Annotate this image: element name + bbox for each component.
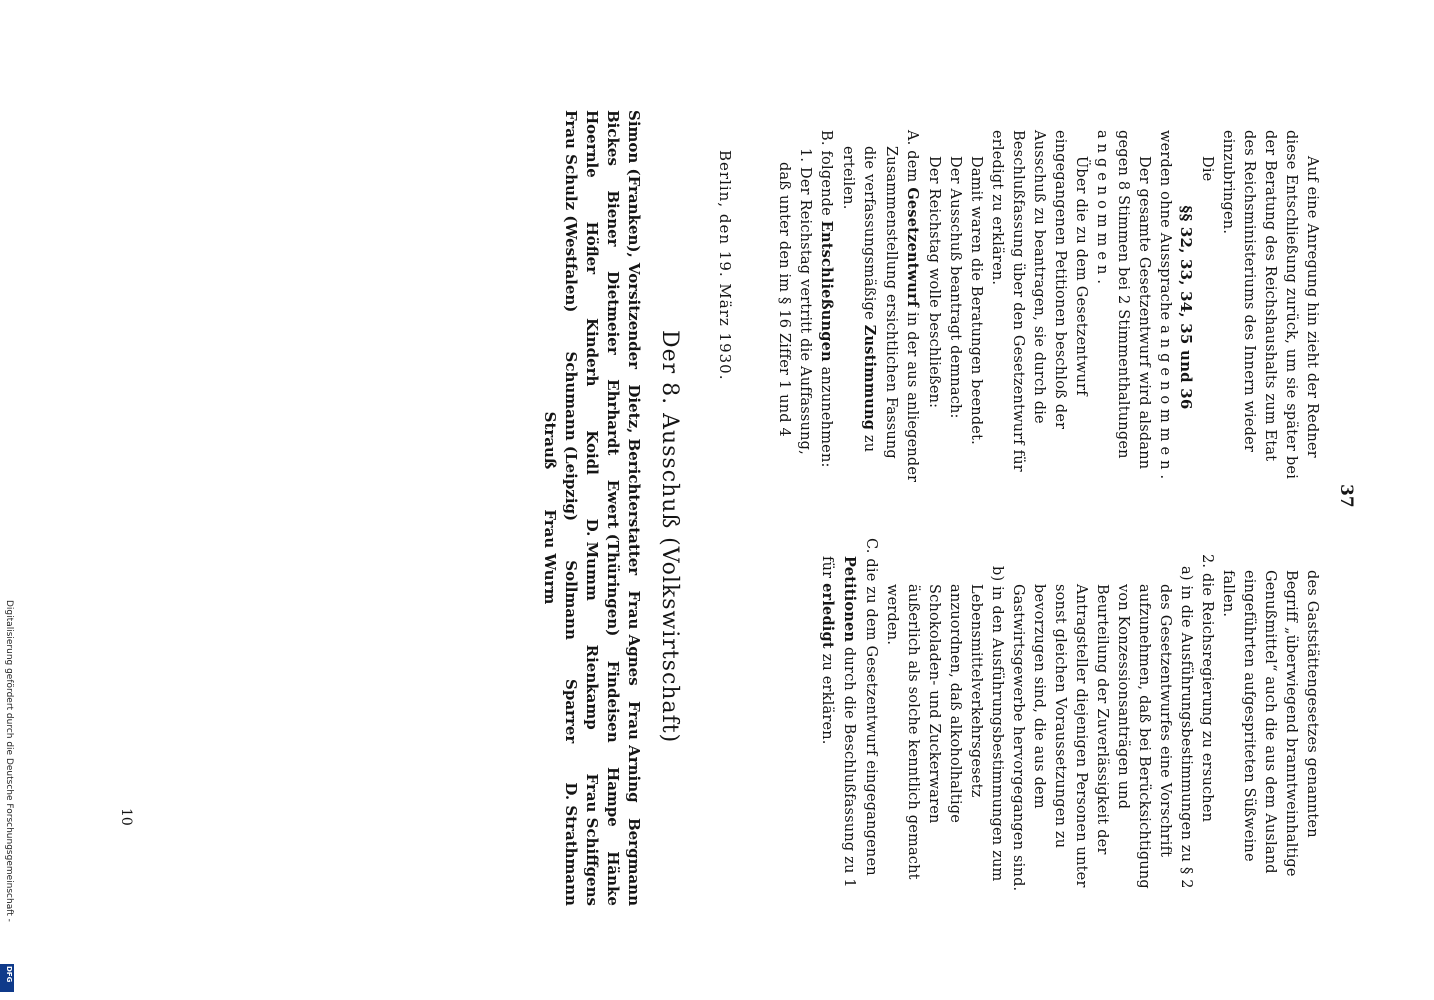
right-column <box>816 538 1322 893</box>
paragraph: Der gesamte Gesetzentwurf wird alsdann gegen 8 Stimmen bei 2 Stimmenthaltungen angenommen. <box>1094 130 1152 470</box>
dfg-logo: DFG <box>0 964 14 992</box>
paragraph: Auf eine Anregung hin zieht der Redner diese Entschließung zurück, um sie später bei der Beratung des Reichshaushalts zum Etat des Reichsministeriums des Innern wieder einzubringen. <box>1220 130 1320 480</box>
paragraph: Über die zu dem Gesetzentwurf eingegangenen Petitionen beschloß der Ausschuß zu beantragen, sie durch die Beschlußfassung über den Gesetzentwurf für erledigt zu erklären. <box>989 130 1089 472</box>
paragraph-continued: des Gaststättengesetzes genannten Begriff „überwiegend branntweinhaltige Genußmittel“ auch die aus dem Ausland eingeführten aufgespriteten Süßweine fallen. <box>1220 570 1320 877</box>
item-b1: 1. Der Reichstag vertritt die Auffassung, daß unter den im § 16 Ziffer 1 und 4 <box>776 148 813 455</box>
left-column <box>773 130 1322 485</box>
paragraph: Der Ausschuß beantragt demnach: <box>947 156 963 419</box>
member-row: Hoernle Höfler Kinderh Koidl D. Mumm Rienkamp Frau Schiffgens <box>583 110 601 906</box>
item-a: A. dem Gesetzentwurf in der aus anliegender Zusammenstellung ersichtlichen Fassung die verfassungsmäßige Zustimmung zu erteilen. <box>840 130 921 483</box>
member-row: Frau Schulz (Westfalen) Schumann (Leipzig) Sollmann Sparrer D. Strathmann <box>562 110 580 906</box>
dateline: Berlin, den 19. März 1930. <box>716 150 734 381</box>
digitization-footer <box>0 600 14 1000</box>
member-row: Simon (Franken), Vorsitzender Dietz, Berichterstatter Frau Agnes Frau Arning Bergmann <box>625 110 643 906</box>
member-row: Strauß Frau Wurm <box>541 411 559 605</box>
footer-text: Digitalisierung gefördert durch die Deutsche Forschungsgemeinschaft - <box>4 600 14 922</box>
paragraph: werden ohne Aussprache angenommen. <box>1157 130 1173 485</box>
page-number: 37 <box>1336 484 1356 508</box>
item-2a: a) in die Ausführungsbestimmungen zu § 2 des Gesetzentwurfes eine Vorschrift aufzunehmen, daß bei Berücksichtigung von Konzessionsanträgen und Beurteilung der Zuverlässigkeit der Antragsteller diejenigen Personen unter sonst gleichen Voraussetzungen zu bevorzugen sind, die aus dem Gastwirtsgewerbe hervorgegangen sind. <box>1010 566 1194 892</box>
section-heading: §§ 32, 33, 34, 35 und 36 <box>1177 205 1195 410</box>
paragraph: Damit waren die Beratungen beendet. <box>968 156 984 445</box>
committee-title: Der 8. Ausschuß (Volkswirtschaft) <box>657 330 682 744</box>
member-list <box>539 110 644 910</box>
paragraph: Der Reichstag wolle beschließen: <box>926 156 942 409</box>
sheet-number: 10 <box>118 808 134 826</box>
paragraph-die: Die <box>1199 156 1215 182</box>
item-c: C. die zu dem Gesetzentwurf eingegangenen Petitionen durch die Beschlußfassung zu 1 für erledigt zu erklären. <box>819 538 879 888</box>
item-2: 2. die Reichsregierung zu ersuchen <box>1199 554 1215 823</box>
item-b: B. folgende Entschließungen anzunehmen: <box>818 130 835 468</box>
member-row: Bickes Biener Dietmeier Ehrhardt Ewert (Thüringen) Findeisen Hampe Hänke <box>604 110 622 906</box>
item-2b: b) in den Ausführungsbestimmungen zum Lebensmittelverkehrsgesetz anzuordnen, daß alkoholhaltige Schokoladen- und Zuckerwaren äußerlich als solche kenntlich gemacht werden. <box>884 566 1005 882</box>
